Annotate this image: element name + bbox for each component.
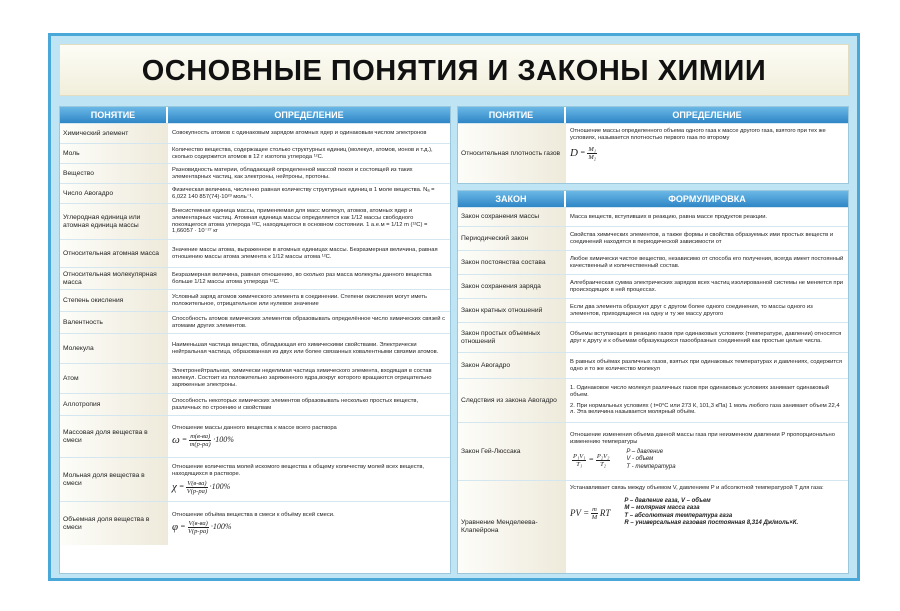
term-cell: Закон простых объемных отношений <box>458 323 566 352</box>
term-cell: Молекула <box>60 334 168 363</box>
term-cell: Аллотропия <box>60 394 168 415</box>
definition-cell: Любое химически чистое вещество, независимо от способа его получения, всегда имеет постоянный качественный и количественный состав. <box>570 255 844 269</box>
laws-header <box>458 191 848 207</box>
legend-line: R – универсальная газовая постоянная 8,314 Дж/моль×К. <box>624 520 799 527</box>
legend-line: V - объем <box>626 456 654 463</box>
table-row <box>458 207 848 226</box>
definition-text: Отношение количества молей искомого вещества к общему количеству молей всех веществ, находящихся в растворе. <box>172 464 425 477</box>
term-cell: Следствия из закона Авогадро <box>458 379 566 422</box>
table-row <box>458 480 848 573</box>
definition-text: 1. Одинаковое число молекул различных газов при одинаковых условиях занимает одинаковый объем. <box>570 384 829 398</box>
term-cell: Степень окисления <box>60 290 168 311</box>
volume-fraction-formula: φ = $\frac{V(в-ва)}{V(р-ра)}$ ·100% <box>172 520 232 536</box>
formula-denominator: M₂ <box>588 153 597 161</box>
density-header <box>458 107 848 123</box>
definition-text: Устанавливает связь между объемом V, давлением P и абсолютной температурой T для газа: <box>570 485 824 491</box>
formula-numerator: V(в-ва) <box>187 479 207 487</box>
term-cell: Закон кратных отношений <box>458 299 566 322</box>
formula-numerator: V(в-ва) <box>188 520 208 528</box>
definition-cell <box>566 423 848 480</box>
term-cell: Химический элемент <box>60 124 168 143</box>
definition-cell: Разновидность материи, обладающей определенной массой покоя и состоящей из таких элементарных частиц, как электроны, нейтроны, протоны. <box>172 166 413 180</box>
table-row <box>60 393 450 415</box>
term-cell: Уравнение Менделеева-Клапейрона <box>458 481 566 573</box>
header-definition: ОПРЕДЕЛЕНИЕ <box>168 107 450 123</box>
definition-cell: Внесистемная единица массы, применяемая для масс молекул, атомов, атомных ядер и элементарных частиц. Атомная единица массы определяется как 1/12 массы свободного покоящегося атома углерода ¹²C, находящегося в основном состоянии. 1 а.е.м = 1/12 m (¹²C) = 1,66057 · 10⁻²⁷ кг <box>172 207 428 235</box>
definition-cell <box>566 379 848 422</box>
definition-cell <box>566 124 848 183</box>
legend-line: P – давление <box>626 448 664 455</box>
term-cell: Валентность <box>60 312 168 333</box>
header-formulation: ФОРМУЛИРОВКА <box>566 191 848 207</box>
definition-cell: Условный заряд атомов химического элемента в соединении. Степени окисления могут иметь положительное, отрицательное или нулевое значение <box>172 293 428 307</box>
term-cell: Закон постоянства состава <box>458 251 566 274</box>
definition-cell: Электронейтральная, химически неделимая частица химического элемента, входящая в состав молекул. Состоит из положительно заряженного ядра,вокруг которого вращаются отрицательно заряженные электроны. <box>172 368 432 388</box>
definition-cell: Наименьшая частица вещества, обладающая его химическими свойствами. Электрически нейтральная частица, образованная из двух или более связанных ковалентными связями атомов. <box>172 341 439 355</box>
definition-cell: В равных объёмах различных газов, взятых при одинаковых температурах и давлениях, содержится одно и то же количество молекул <box>570 358 842 372</box>
definition-cell <box>168 458 450 501</box>
concepts-header <box>60 107 450 123</box>
legend-line: P – давление газа, V – объем <box>624 497 711 504</box>
term-cell: Закон Авогадро <box>458 353 566 378</box>
table-row <box>458 274 848 298</box>
table-row <box>60 267 450 289</box>
definition-text: Отношение изменения объема данной массы газа при неизменном давлении P пропорционально изменению температуры <box>570 431 835 445</box>
table-row <box>458 352 848 378</box>
table-row <box>60 415 450 457</box>
term-cell: Закон сохранения заряда <box>458 275 566 298</box>
mendeleev-legend <box>624 498 798 528</box>
definition-cell: Алгебраическая сумма электрических зарядов всех частиц изолированной системы не меняется при происходящих в ней процессах. <box>570 279 844 293</box>
table-row <box>458 123 848 183</box>
table-row <box>60 457 450 501</box>
formula-tail: ·100% <box>213 435 234 445</box>
formula-denominator: V(р-ра) <box>186 487 208 495</box>
density-formula: D = $\frac{\text{M₁}}{\text{M₂}}$ <box>570 145 597 161</box>
density-table <box>457 106 849 184</box>
definition-cell <box>168 502 450 545</box>
gay-lussac-block <box>570 449 844 472</box>
definition-cell: Если два элемента образуют друг с другом более одного соединения, то массы одного из элементов, приходящиеся на одну и ту же массу другого <box>570 303 813 317</box>
table-row <box>60 501 450 545</box>
definition-cell <box>168 416 450 457</box>
formula-numerator: m(в-ва) <box>190 433 211 441</box>
mendeleev-block <box>570 498 844 528</box>
legend-line: M – молярная масса газа <box>624 505 700 512</box>
table-row <box>60 163 450 183</box>
term-cell: Объемная доля вещества в смеси <box>60 502 168 545</box>
table-row <box>60 311 450 333</box>
laws-table <box>457 190 849 574</box>
table-row <box>458 378 848 422</box>
header-definition: ОПРЕДЕЛЕНИЕ <box>566 107 848 123</box>
table-row <box>60 123 450 143</box>
term-cell: Мольная доля вещества в смеси <box>60 458 168 501</box>
term-cell: Относительная атомная масса <box>60 240 168 267</box>
table-row <box>458 250 848 274</box>
gay-lussac-legend <box>626 449 675 472</box>
header-term: ПОНЯТИЕ <box>60 107 168 123</box>
term-cell: Моль <box>60 144 168 163</box>
legend-line: T – абсолютная температура газа <box>624 512 733 519</box>
title-banner <box>59 44 849 96</box>
formula-denominator: V(р-ра) <box>188 528 209 536</box>
gay-lussac-formula: $\frac{\text{P₁V₁}}{\text{T₁}}$ = $\frac{\text{P₂V₂}}{\text{T₂}}$ <box>573 453 610 469</box>
formula-symbol: χ <box>172 480 177 493</box>
term-cell: Массовая доля вещества в смеси <box>60 416 168 457</box>
legend-line: T - температура <box>626 463 676 470</box>
term-cell: Число Авогадро <box>60 184 168 203</box>
table-row <box>60 143 450 163</box>
mendeleev-formula: PV = $\frac{m}{M}$ RT <box>570 506 611 522</box>
term-cell: Закон сохранения массы <box>458 208 566 226</box>
term-cell: Относительная молекулярная масса <box>60 268 168 289</box>
definition-cell: Способность атомов химических элементов образовывать определённое число химических связей с атомами других элементов. <box>172 315 446 329</box>
mass-fraction-formula: ω = $\frac{m(в-ва)}{m(р-ра)}$ ·100% <box>172 433 234 449</box>
table-row <box>60 363 450 393</box>
formula-symbol: ω <box>172 434 180 447</box>
header-law: ЗАКОН <box>458 191 566 207</box>
formula-numerator: M₁ <box>588 145 597 153</box>
definition-cell: Свойства химических элементов, а также формы и свойства образуемых ими простых веществ и соединений находятся в периодической зависимости от <box>570 231 834 245</box>
concepts-table <box>59 106 451 574</box>
table-row <box>458 298 848 322</box>
table-row <box>60 333 450 363</box>
mole-fraction-formula: χ = $\frac{V(в-ва)}{V(р-ра)}$ ·100% <box>172 479 231 495</box>
formula-tail: ·100% <box>210 522 232 532</box>
table-row <box>60 203 450 239</box>
definition-cell <box>566 481 848 573</box>
term-cell: Углеродная единица или атомная единица массы <box>60 204 168 239</box>
definition-text-2: 2. При нормальных условиях ( t=0°C или 273 К, 101,3 кПа) 1 моль любого газа занимает объем 22,4 л. Эта величина называется молярный объём. <box>570 402 840 416</box>
term-cell: Атом <box>60 364 168 393</box>
formula-tail: ·100% <box>209 481 231 491</box>
term-cell: Относительная плотность газов <box>458 124 566 183</box>
definition-cell: Масса веществ, вступивших в реакцию, равна массе продуктов реакции. <box>570 213 768 220</box>
formula-symbol: φ <box>172 521 179 534</box>
term-cell: Периодический закон <box>458 227 566 250</box>
definition-cell: Совокупность атомов с одинаковым зарядом атомных ядер и одинаковым числом электронов <box>172 130 427 137</box>
term-cell: Вещество <box>60 164 168 183</box>
definition-cell: Безразмерная величина, равная отношению, во сколько раз масса молекулы данного вещества больше 1/12 массы атома углерода ¹²C. <box>172 271 432 285</box>
definition-text: Отношение объёма вещества в смеси к объёму всей смеси. <box>172 511 335 518</box>
poster-title: ОСНОВНЫЕ ПОНЯТИЯ И ЗАКОНЫ ХИМИИ <box>141 55 767 87</box>
term-cell: Закон Гей-Люссака <box>458 423 566 480</box>
definition-cell: Значение массы атома, выраженное в атомных единицах массы. Безразмерная величина, равная отношению массы атома элемента к 1/12 массы атома ¹²C. <box>172 246 438 260</box>
poster <box>48 33 860 581</box>
definition-cell: Физическая величина, численно равная количеству структурных единиц в 1 моле вещества. Nₐ = 6,022 140 857(74)·10²³ моль⁻¹. <box>172 186 435 200</box>
table-row <box>60 289 450 311</box>
formula-denominator: m(р-ра) <box>189 441 211 449</box>
table-row <box>458 226 848 250</box>
header-term: ПОНЯТИЕ <box>458 107 566 123</box>
formula-symbol: D <box>570 146 578 159</box>
table-row <box>60 183 450 203</box>
table-row <box>458 322 848 352</box>
definition-text: Отношение массы данного вещества к массе всего раствора <box>172 424 337 431</box>
definition-text: Отношение массы определенного объема одного газа к массе другого газа, взятого при тех же условиях, называется плотностью первого газа по второму <box>570 128 826 141</box>
definition-cell: Способность некоторых химических элементов образовывать несколько простых веществ, различных по строению и свойствам <box>172 397 419 411</box>
table-row <box>458 422 848 480</box>
definition-cell: Объемы вступающих в реакцию газов при одинаковых условиях (температуре, давлении) относятся друг к другу и к объемам образующихся газообразных соединений как простые целые числа. <box>570 330 842 344</box>
table-row <box>60 239 450 267</box>
definition-cell: Количество вещества, содержащее столько структурных единиц (молекул, атомов, ионов и т.д.), сколько содержится атомов в 12 г изотопа углерода ¹²C. <box>172 146 433 160</box>
